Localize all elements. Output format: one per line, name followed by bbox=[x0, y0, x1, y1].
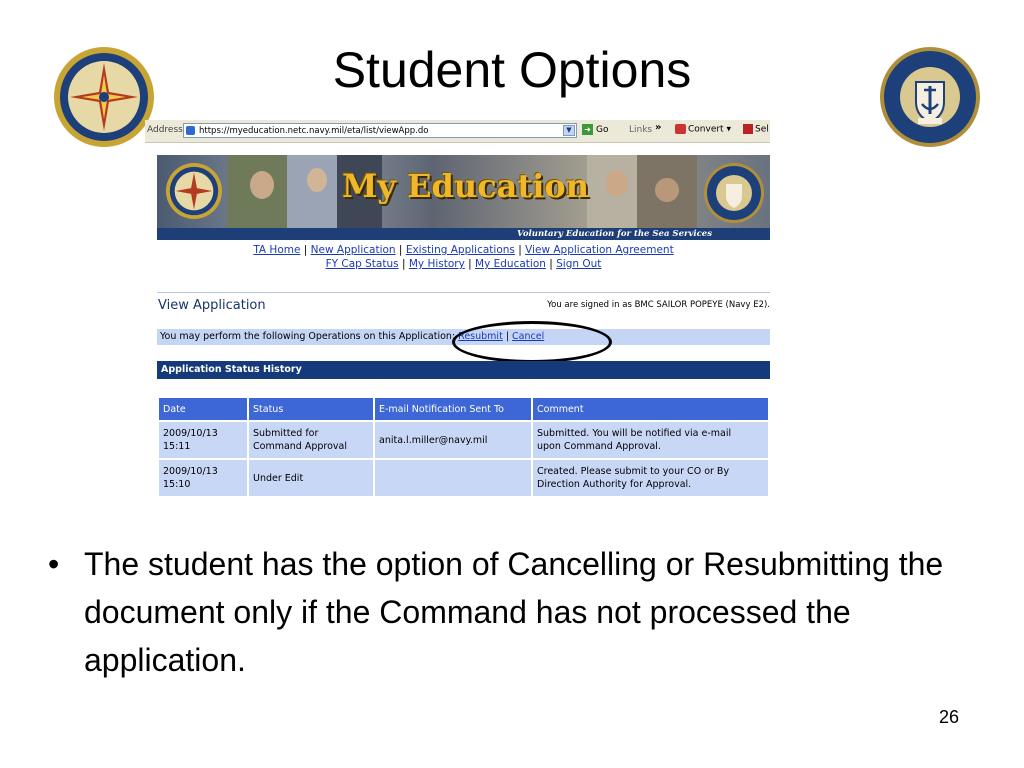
comment-value-line2: Direction Authority for Approval. bbox=[537, 479, 692, 490]
select-button[interactable] bbox=[743, 124, 769, 135]
column-header-status: Status bbox=[249, 398, 373, 420]
table-row bbox=[159, 460, 768, 496]
convert-dropdown-icon[interactable]: ▾ bbox=[726, 124, 731, 135]
date-value: 2009/10/13 bbox=[163, 466, 218, 477]
convert-label: Convert bbox=[688, 124, 724, 135]
comment-value: Submitted. You will be notified via e-mail bbox=[537, 428, 732, 439]
url-text: https://myeducation.netc.navy.mil/eta/list/viewApp.do bbox=[199, 126, 429, 136]
page-title: View Application bbox=[158, 298, 266, 313]
go-button[interactable] bbox=[582, 124, 608, 135]
comment-cell bbox=[533, 460, 768, 496]
highlight-ellipse bbox=[452, 321, 612, 363]
nav-link-fy-cap-status[interactable]: FY Cap Status bbox=[325, 258, 399, 270]
page-number: 26 bbox=[939, 707, 960, 727]
go-arrow-icon: ➜ bbox=[582, 124, 593, 135]
comment-value: Created. Please submit to your CO or By bbox=[537, 466, 730, 477]
slide-title: Student Options bbox=[332, 42, 692, 98]
status-cell bbox=[249, 422, 373, 458]
email-value: anita.l.miller@navy.mil bbox=[379, 434, 488, 446]
resubmit-link[interactable]: Resubmit bbox=[458, 331, 503, 342]
email-cell bbox=[375, 422, 531, 458]
table-row bbox=[159, 422, 768, 458]
view-application-header bbox=[157, 292, 770, 315]
cancel-link[interactable]: Cancel bbox=[512, 331, 545, 342]
nav-link-my-history[interactable]: My History bbox=[408, 258, 465, 270]
nav-separator: | bbox=[300, 244, 311, 256]
nav-row-1 bbox=[157, 244, 770, 256]
page-icon bbox=[186, 126, 195, 135]
navy-college-seal-logo bbox=[878, 42, 982, 152]
status-value: Under Edit bbox=[253, 472, 304, 484]
column-header-email: E-mail Notification Sent To bbox=[375, 398, 531, 420]
history-title: Application Status History bbox=[161, 364, 302, 375]
links-label[interactable]: Links bbox=[629, 125, 653, 135]
column-header-date: Date bbox=[159, 398, 247, 420]
address-label: Address bbox=[147, 125, 183, 135]
bullet-text: The student has the option of Cancelling or Resubmitting the document only if the Command has not processed the application. bbox=[84, 546, 944, 678]
nav-separator: | bbox=[514, 244, 526, 256]
nav-link-view-application-agreement[interactable]: View Application Agreement bbox=[525, 244, 674, 256]
nav-link-new-application[interactable]: New Application bbox=[310, 244, 396, 256]
nav-separator: | bbox=[398, 258, 409, 270]
nav-link-ta-home[interactable]: TA Home bbox=[253, 244, 301, 256]
links-chevron-icon[interactable]: » bbox=[655, 122, 662, 133]
banner-title: My Education bbox=[342, 167, 589, 205]
email-cell bbox=[375, 460, 531, 496]
browser-screenshot bbox=[145, 120, 770, 498]
nav-link-sign-out[interactable]: Sign Out bbox=[556, 258, 602, 270]
convert-button[interactable] bbox=[675, 124, 731, 135]
compass-seal-logo bbox=[52, 45, 156, 149]
select-icon bbox=[743, 124, 753, 134]
nav-link-existing-applications[interactable]: Existing Applications bbox=[405, 244, 515, 256]
nav-link-my-education[interactable]: My Education bbox=[475, 258, 546, 270]
my-education-banner bbox=[157, 155, 770, 240]
status-value-line2: Command Approval bbox=[253, 441, 347, 452]
banner-tagline: Voluntary Education for the Sea Services bbox=[517, 229, 712, 239]
date-cell bbox=[159, 422, 247, 458]
time-value: 15:11 bbox=[163, 441, 191, 452]
banner-navy-college-seal bbox=[703, 159, 765, 227]
nav-separator: | bbox=[395, 244, 406, 256]
status-cell bbox=[249, 460, 373, 496]
url-field[interactable] bbox=[183, 123, 577, 138]
status-value: Submitted for bbox=[253, 428, 319, 439]
date-value: 2009/10/13 bbox=[163, 428, 218, 439]
status-history-table bbox=[157, 396, 770, 498]
comment-cell bbox=[533, 422, 768, 458]
nav-separator: | bbox=[545, 258, 557, 270]
table-header-row bbox=[159, 398, 768, 420]
operations-text: You may perform the following Operations on this Application: bbox=[160, 331, 459, 342]
go-label: Go bbox=[596, 125, 609, 135]
select-label: Sel bbox=[755, 124, 769, 135]
history-section-header bbox=[157, 361, 770, 379]
signed-in-status: You are signed in as BMC SAILOR POPEYE (Navy E2). bbox=[547, 300, 770, 310]
date-cell bbox=[159, 460, 247, 496]
convert-icon bbox=[675, 124, 686, 134]
nav-separator: | bbox=[464, 258, 476, 270]
time-value: 15:10 bbox=[163, 479, 191, 490]
url-dropdown-icon[interactable]: ▼ bbox=[563, 125, 575, 136]
ops-separator: | bbox=[502, 331, 513, 342]
address-bar bbox=[145, 120, 770, 143]
nav-row-2 bbox=[157, 258, 770, 270]
column-header-comment: Comment bbox=[533, 398, 768, 420]
banner-compass-seal bbox=[165, 161, 223, 221]
bullet-marker: • bbox=[48, 546, 60, 582]
comment-value-line2: upon Command Approval. bbox=[537, 441, 661, 452]
